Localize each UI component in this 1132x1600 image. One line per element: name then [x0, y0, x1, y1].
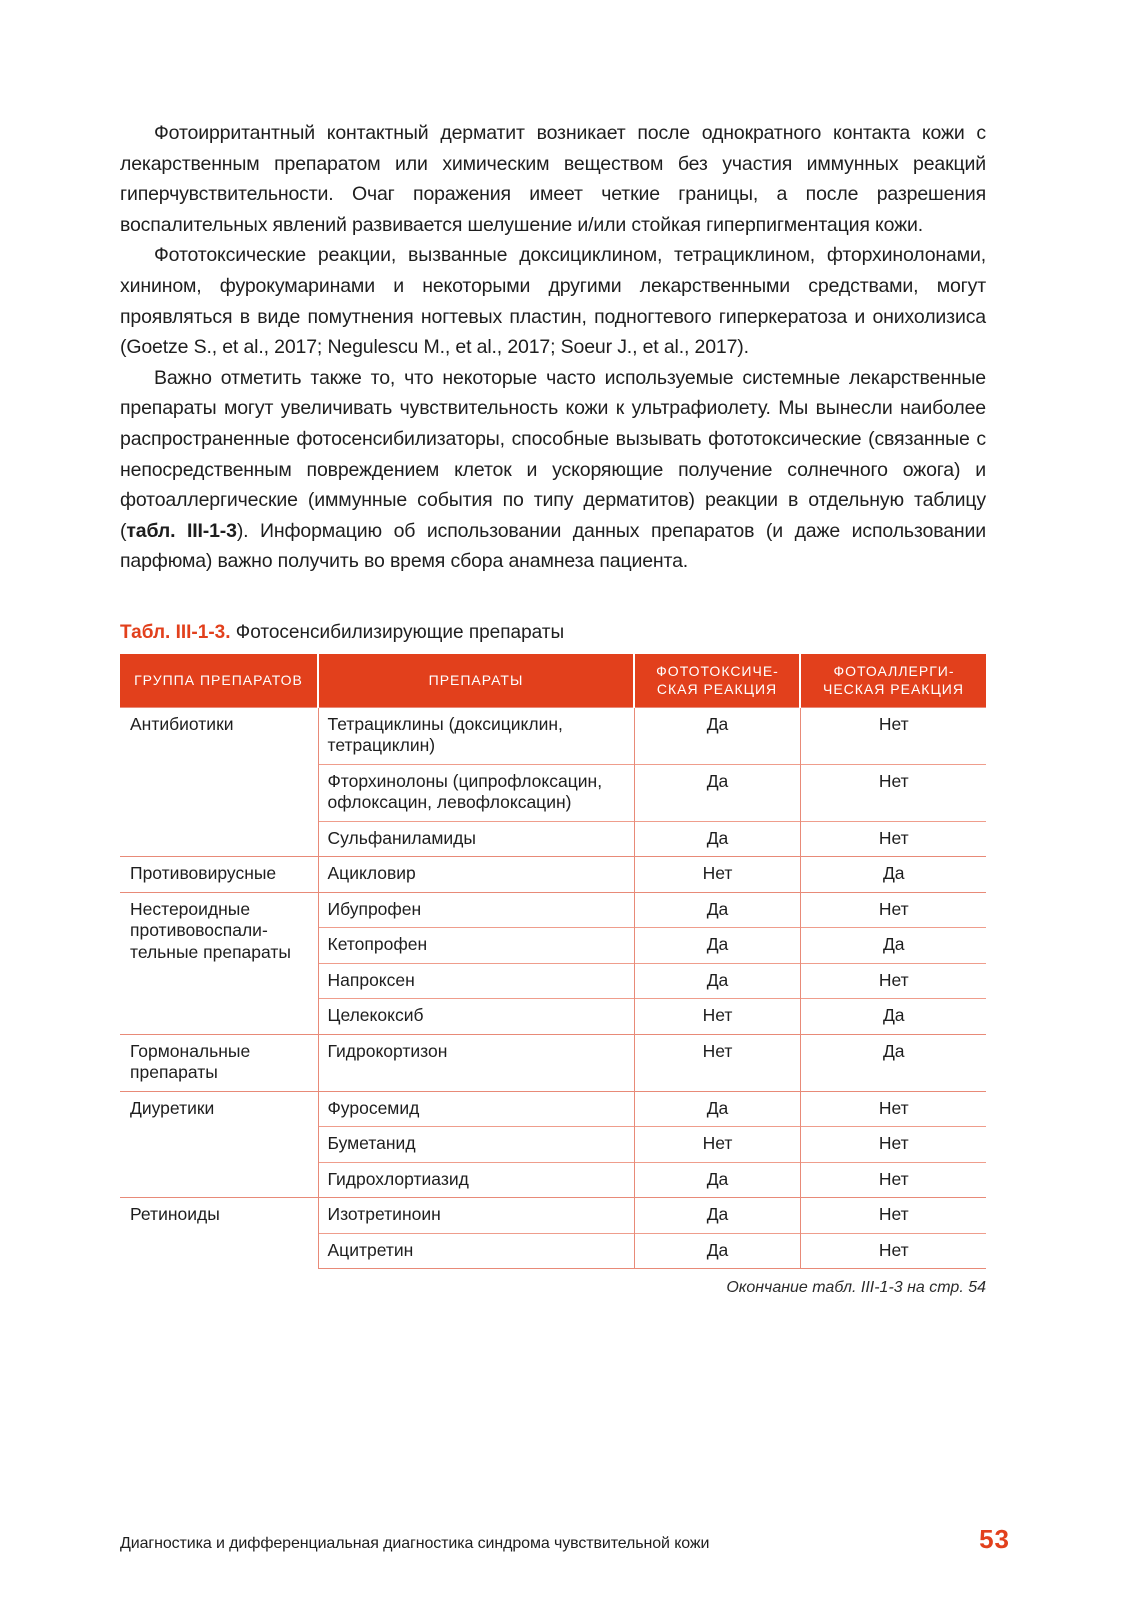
- drug-cell: Ацикловир: [318, 857, 634, 893]
- table-row: [120, 892, 986, 928]
- drug-cell: Ибупрофен: [318, 892, 634, 928]
- phototoxic-cell: Да: [634, 1198, 800, 1234]
- phototoxic-cell: Да: [634, 1162, 800, 1198]
- phototoxic-cell: Да: [634, 928, 800, 964]
- photoallergic-cell: Нет: [800, 1162, 986, 1198]
- page-footer: [120, 1524, 1010, 1555]
- photoallergic-cell: Нет: [800, 1091, 986, 1127]
- photoallergic-cell: Нет: [800, 821, 986, 857]
- drug-cell: Ацитретин: [318, 1233, 634, 1269]
- photoallergic-cell: Нет: [800, 707, 986, 764]
- drug-group-cell: Нестероидные противовоспалительные препараты: [120, 892, 318, 1034]
- photoallergic-cell: Нет: [800, 892, 986, 928]
- phototoxic-cell: Да: [634, 963, 800, 999]
- photoallergic-cell: Нет: [800, 1127, 986, 1163]
- table-caption: [120, 621, 986, 645]
- table-caption-label: Табл. III-1-3.: [120, 621, 231, 643]
- table-header-row: [120, 654, 986, 708]
- photoallergic-cell: Нет: [800, 764, 986, 821]
- table-row: [120, 1091, 986, 1127]
- drug-cell: Целекоксиб: [318, 999, 634, 1035]
- paragraph-3: [120, 363, 986, 577]
- photoallergic-cell: Да: [800, 928, 986, 964]
- paragraph-3-text-a: Важно отметить также то, что некоторые часто используемые системные лекарственные препараты могут увеличивать чувствительность кожи к ультрафиолету. Мы вынесли наиболее распространенные фотосенсибилизаторы, способные вызывать фототоксические (связанные с непосредственным повреждением клеток и ускоряющие получение солнечного ожога) и фотоаллергические (иммунные события по типу дерматитов) реакции в отдельную таблицу (: [120, 366, 986, 542]
- page-number: 53: [979, 1524, 1010, 1554]
- table-row: [120, 707, 986, 764]
- drug-group-cell: Диуретики: [120, 1091, 318, 1198]
- drug-cell: Сульфаниламиды: [318, 821, 634, 857]
- header-photoallergic: ФОТОАЛЛЕРГИЧЕСКАЯ РЕАКЦИЯ: [800, 654, 986, 708]
- header-drugs: ПРЕПАРАТЫ: [318, 654, 634, 708]
- running-footer-title: Диагностика и дифференциальная диагностика синдрома чувствительной кожи: [120, 1535, 710, 1552]
- phototoxic-cell: Нет: [634, 857, 800, 893]
- paragraph-2: Фототоксические реакции, вызванные доксициклином, тетрациклином, фторхинолонами, хинином, фурокумаринами и некоторыми другими лекарственными средствами, могут проявляться в виде помутнения ногтевых пластин, подногтевого гиперкератоза и онихолизиса (Goetze S., et al., 2017; Negulescu M., et al., 2017; Soeur J., et al., 2017).: [120, 244, 986, 359]
- paragraph-3-text-b: ). Информацию об использовании данных препаратов (и даже использовании парфюма) важно получить во время сбора анамнеза пациента.: [120, 519, 986, 573]
- drug-cell: Напроксен: [318, 963, 634, 999]
- photoallergic-cell: Да: [800, 857, 986, 893]
- phototoxic-cell: Нет: [634, 1034, 800, 1091]
- table-caption-text: Фотосенсибилизирующие препараты: [230, 621, 565, 643]
- phototoxic-cell: Да: [634, 764, 800, 821]
- phototoxic-cell: Да: [634, 1233, 800, 1269]
- phototoxic-cell: Нет: [634, 999, 800, 1035]
- header-drug-group: ГРУППА ПРЕПАРАТОВ: [120, 654, 318, 708]
- table-row: [120, 1034, 986, 1091]
- drug-group-cell: Гормональные препараты: [120, 1034, 318, 1091]
- phototoxic-cell: Да: [634, 1091, 800, 1127]
- table-row: [120, 1198, 986, 1234]
- drug-cell: Гидрокортизон: [318, 1034, 634, 1091]
- header-phototoxic: ФОТОТОКСИЧЕСКАЯ РЕАКЦИЯ: [634, 654, 800, 708]
- phototoxic-cell: Да: [634, 821, 800, 857]
- drug-cell: Изотретиноин: [318, 1198, 634, 1234]
- drug-cell: Буметанид: [318, 1127, 634, 1163]
- drug-group-cell: Антибиотики: [120, 707, 318, 857]
- drug-cell: Тетрациклины (доксициклин, тетрациклин): [318, 707, 634, 764]
- table-reference: табл. III-1-3: [126, 519, 237, 542]
- drug-group-cell: Противовирусные: [120, 857, 318, 893]
- paragraph-1: Фотоирритантный контактный дерматит возникает после однократного контакта кожи с лекарственным препаратом или химическим веществом без участия иммунных реакций гиперчувствительности. Очаг поражения имеет четкие границы, а после разрешения воспалительных явлений развивается шелушение и/или стойкая гиперпигментация кожи.: [120, 122, 986, 236]
- drug-cell: Фуросемид: [318, 1091, 634, 1127]
- photoallergic-cell: Нет: [800, 963, 986, 999]
- continuation-note: Окончание табл. III-1-3 на стр. 54: [726, 1279, 986, 1297]
- table-row: [120, 857, 986, 893]
- phototoxic-cell: Да: [634, 707, 800, 764]
- table-body: [120, 707, 986, 1269]
- photoallergic-cell: Нет: [800, 1233, 986, 1269]
- photoallergic-cell: Да: [800, 999, 986, 1035]
- drug-group-cell: Ретиноиды: [120, 1198, 318, 1269]
- drug-cell: Фторхинолоны (ципрофлоксацин, офлоксацин, левофлоксацин): [318, 764, 634, 821]
- drug-cell: Кетопрофен: [318, 928, 634, 964]
- drug-cell: Гидрохлортиазид: [318, 1162, 634, 1198]
- photoallergic-cell: Да: [800, 1034, 986, 1091]
- phototoxic-cell: Нет: [634, 1127, 800, 1163]
- phototoxic-cell: Да: [634, 892, 800, 928]
- photoallergic-cell: Нет: [800, 1198, 986, 1234]
- photosensitizer-table: [120, 654, 986, 1270]
- page-content: [120, 118, 986, 1297]
